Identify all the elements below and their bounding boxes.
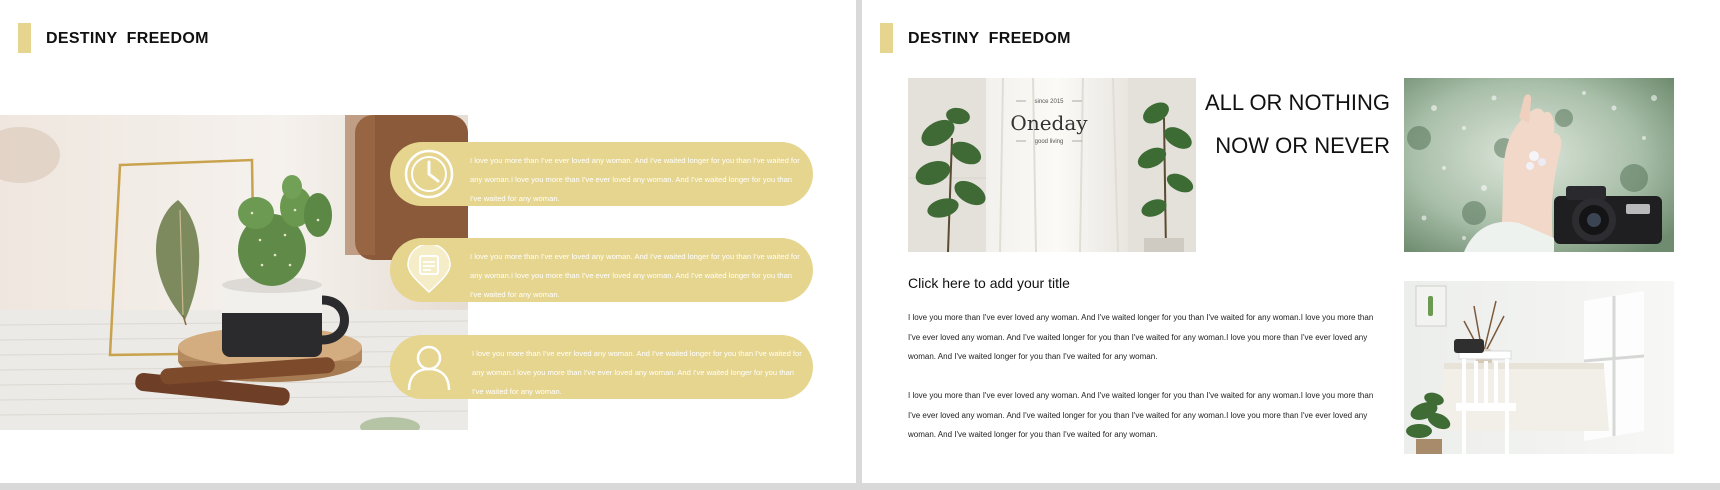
oneday-photo: [908, 78, 1196, 252]
chair-photo: [1404, 281, 1674, 454]
slide-left[interactable]: [0, 0, 856, 483]
headline-now-or-never: NOW OR NEVER: [1215, 133, 1390, 158]
pill-text: I love you more than I've ever loved any woman. And I've waited longer for you than I've waited for any woman.I love you more than I've ever loved any woman. And I've waited longer for you than I've waited for any woman.: [470, 156, 800, 203]
feature-pill: [390, 142, 813, 206]
sign-brand: Oneday: [1010, 111, 1088, 135]
sign-tagline: good living: [1034, 139, 1064, 145]
user-icon: [404, 342, 454, 392]
location-pin-icon: [404, 245, 454, 295]
title-accent-bar: [880, 23, 893, 53]
feature-pill: [390, 238, 813, 302]
clock-icon: [404, 149, 454, 199]
pill-text: I love you more than I've ever loved any woman. And I've waited longer for you than I've waited for any woman.I love you more than I've ever loved any woman. And I've waited longer for you than I've waited for any woman.: [470, 252, 800, 299]
body-paragraph: I love you more than I've ever loved any woman. And I've waited longer for you than I've waited for any woman.I love you more than I've ever loved any woman. And I've waited longer for you than I've waited for any woman.I love you more than I've ever loved any woman. And I've waited longer for you than I've waited for any woman.: [908, 313, 1374, 361]
add-title-prompt[interactable]: Click here to add your title: [908, 275, 1070, 291]
body-paragraph: I love you more than I've ever loved any woman. And I've waited longer for you than I've waited for any woman.I love you more than I've ever loved any woman. And I've waited longer for you than I've waited for any woman.I love you more than I've ever loved any woman. And I've waited longer for you than I've waited for any woman.: [908, 391, 1374, 439]
slide-right[interactable]: [862, 0, 1720, 483]
pill-text: I love you more than I've ever loved any woman. And I've waited longer for you than I've waited for any woman.I love you more than I've ever loved any woman. And I've waited longer for you than I've waited for any woman.: [472, 349, 802, 396]
camera-photo: [1404, 78, 1674, 252]
headline-all-or-nothing: ALL OR NOTHING: [1205, 90, 1390, 115]
slide-title: DESTINY FREEDOM: [46, 30, 209, 47]
feature-pill: [390, 335, 813, 399]
title-accent-bar: [18, 23, 31, 53]
sign-since: since 2015: [1034, 99, 1064, 105]
slide-title: DESTINY FREEDOM: [908, 30, 1071, 47]
